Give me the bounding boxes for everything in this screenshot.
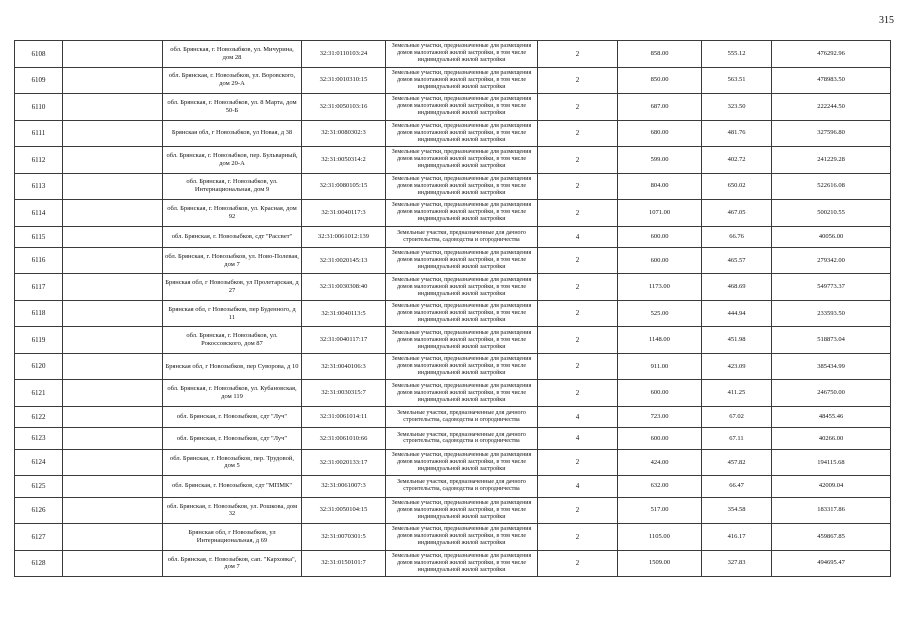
specific-value-cell: 650.02 xyxy=(702,173,772,200)
table-row xyxy=(15,120,891,147)
area-cell: 911.00 xyxy=(618,353,702,380)
blank-cell xyxy=(63,476,163,497)
category-cell: 4 xyxy=(538,428,618,449)
cadastral-number-cell: 32:31:0040117:3 xyxy=(302,200,386,227)
cadastral-value-cell: 48455.46 xyxy=(772,406,891,427)
area-cell: 525.00 xyxy=(618,300,702,327)
cadastral-number-cell: 32:31:0040113:5 xyxy=(302,300,386,327)
address-cell: обл. Брянская, г. Новозыбков, сдт "Луч" xyxy=(163,406,302,427)
cadastral-value-cell: 241229.28 xyxy=(772,147,891,174)
table-row xyxy=(15,353,891,380)
cadastral-number-cell: 32:31:0061010:66 xyxy=(302,428,386,449)
area-cell: 850.00 xyxy=(618,67,702,94)
specific-value-cell: 67.11 xyxy=(702,428,772,449)
area-cell: 632.00 xyxy=(618,476,702,497)
cadastral-number-cell: 32:31:0070301:5 xyxy=(302,524,386,551)
address-cell: обл. Брянская, г. Новозыбков, ул. Рокоссовского, дом 87 xyxy=(163,327,302,354)
specific-value-cell: 563.51 xyxy=(702,67,772,94)
cadastral-value-cell: 42009.04 xyxy=(772,476,891,497)
area-cell: 1173.00 xyxy=(618,274,702,301)
specific-value-cell: 444.94 xyxy=(702,300,772,327)
cadastral-number-cell: 32:31:0040117:17 xyxy=(302,327,386,354)
blank-cell xyxy=(63,380,163,407)
address-cell: обл. Брянская, г. Новозыбков, ул. Кубановская, дом 119 xyxy=(163,380,302,407)
specific-value-cell: 468.69 xyxy=(702,274,772,301)
row-number-cell: 6117 xyxy=(15,274,63,301)
category-cell: 2 xyxy=(538,550,618,577)
specific-value-cell: 327.83 xyxy=(702,550,772,577)
area-cell: 1148.00 xyxy=(618,327,702,354)
specific-value-cell: 411.25 xyxy=(702,380,772,407)
blank-cell xyxy=(63,226,163,247)
blank-cell xyxy=(63,428,163,449)
blank-cell xyxy=(63,353,163,380)
specific-value-cell: 467.05 xyxy=(702,200,772,227)
address-cell: Брянская обл, г Новозыбков, ул Пролетарская, д 27 xyxy=(163,274,302,301)
row-number-cell: 6125 xyxy=(15,476,63,497)
category-cell: 4 xyxy=(538,406,618,427)
category-cell: 2 xyxy=(538,120,618,147)
cadastral-value-cell: 518873.04 xyxy=(772,327,891,354)
row-number-cell: 6114 xyxy=(15,200,63,227)
table-row xyxy=(15,327,891,354)
specific-value-cell: 66.76 xyxy=(702,226,772,247)
category-cell: 2 xyxy=(538,353,618,380)
area-cell: 600.00 xyxy=(618,247,702,274)
category-cell: 2 xyxy=(538,67,618,94)
land-use-cell: Земельные участки, предназначенные для размещения домов малоэтажной жилой застройки, в том числе индивидуальной жилой застройки xyxy=(386,550,538,577)
land-use-cell: Земельные участки, предназначенные для размещения домов малоэтажной жилой застройки, в том числе индивидуальной жилой застройки xyxy=(386,120,538,147)
cadastral-value-cell: 549773.37 xyxy=(772,274,891,301)
land-use-cell: Земельные участки, предназначенные для размещения домов малоэтажной жилой застройки, в том числе индивидуальной жилой застройки xyxy=(386,147,538,174)
row-number-cell: 6124 xyxy=(15,449,63,476)
row-number-cell: 6108 xyxy=(15,41,63,68)
blank-cell xyxy=(63,300,163,327)
row-number-cell: 6115 xyxy=(15,226,63,247)
specific-value-cell: 67.02 xyxy=(702,406,772,427)
land-use-cell: Земельные участки, предназначенные для размещения домов малоэтажной жилой застройки, в том числе индивидуальной жилой застройки xyxy=(386,353,538,380)
address-cell: Брянская обл, г Новозыбков, ул Новая, д 38 xyxy=(163,120,302,147)
blank-cell xyxy=(63,67,163,94)
category-cell: 2 xyxy=(538,173,618,200)
row-number-cell: 6112 xyxy=(15,147,63,174)
specific-value-cell: 423.09 xyxy=(702,353,772,380)
land-use-cell: Земельные участки, предназначенные для размещения домов малоэтажной жилой застройки, в том числе индивидуальной жилой застройки xyxy=(386,67,538,94)
address-cell: обл. Брянская, г. Новозыбков, сдт "Рассвет" xyxy=(163,226,302,247)
row-number-cell: 6116 xyxy=(15,247,63,274)
category-cell: 2 xyxy=(538,94,618,121)
cadastral-value-cell: 385434.99 xyxy=(772,353,891,380)
row-number-cell: 6128 xyxy=(15,550,63,577)
cadastral-value-cell: 222244.50 xyxy=(772,94,891,121)
cadastral-number-cell: 32:31:0050103:16 xyxy=(302,94,386,121)
cadastral-value-cell: 40056.00 xyxy=(772,226,891,247)
table-row xyxy=(15,200,891,227)
address-cell: обл. Брянская, г. Новозыбков, сдт "МПМК" xyxy=(163,476,302,497)
category-cell: 2 xyxy=(538,449,618,476)
area-cell: 424.00 xyxy=(618,449,702,476)
address-cell: Брянская обл, г Новозыбков, пер Буденного, д 11 xyxy=(163,300,302,327)
area-cell: 599.00 xyxy=(618,147,702,174)
cadastral-number-cell: 32:31:0050104:15 xyxy=(302,497,386,524)
address-cell: обл. Брянская, г. Новозыбков, ул. Ново-Полевая, дом 7 xyxy=(163,247,302,274)
cadastral-number-cell: 32:31:0010310:15 xyxy=(302,67,386,94)
row-number-cell: 6118 xyxy=(15,300,63,327)
table-row xyxy=(15,67,891,94)
blank-cell xyxy=(63,147,163,174)
blank-cell xyxy=(63,173,163,200)
address-cell: обл. Брянская, г. Новозыбков, ул. Красная, дом 92 xyxy=(163,200,302,227)
specific-value-cell: 402.72 xyxy=(702,147,772,174)
cadastral-number-cell: 32:31:0061014:11 xyxy=(302,406,386,427)
address-cell: обл. Брянская, г. Новозыбков, ул. Мичурина, дом 28 xyxy=(163,41,302,68)
category-cell: 2 xyxy=(538,147,618,174)
blank-cell xyxy=(63,274,163,301)
cadastral-value-cell: 494695.47 xyxy=(772,550,891,577)
area-cell: 858.00 xyxy=(618,41,702,68)
specific-value-cell: 481.76 xyxy=(702,120,772,147)
table-row xyxy=(15,406,891,427)
address-cell: обл. Брянская, г. Новозыбков, ул. 8 Марта, дом 50-Б xyxy=(163,94,302,121)
blank-cell xyxy=(63,200,163,227)
blank-cell xyxy=(63,449,163,476)
land-use-cell: Земельные участки, предназначенные для размещения домов малоэтажной жилой застройки, в том числе индивидуальной жилой застройки xyxy=(386,274,538,301)
land-use-cell: Земельные участки, предназначенные для дачного строительства, садоводства и огородничества xyxy=(386,476,538,497)
table-row xyxy=(15,524,891,551)
cadastral-value-cell: 500210.55 xyxy=(772,200,891,227)
row-number-cell: 6111 xyxy=(15,120,63,147)
blank-cell xyxy=(63,247,163,274)
row-number-cell: 6123 xyxy=(15,428,63,449)
category-cell: 2 xyxy=(538,274,618,301)
specific-value-cell: 451.98 xyxy=(702,327,772,354)
specific-value-cell: 354.58 xyxy=(702,497,772,524)
blank-cell xyxy=(63,41,163,68)
cadastral-value-cell: 476292.96 xyxy=(772,41,891,68)
land-use-cell: Земельные участки, предназначенные для размещения домов малоэтажной жилой застройки, в том числе индивидуальной жилой застройки xyxy=(386,380,538,407)
address-cell: обл. Брянская, г. Новозыбков, ул. Рошкова, дом 32 xyxy=(163,497,302,524)
area-cell: 600.00 xyxy=(618,380,702,407)
land-use-cell: Земельные участки, предназначенные для размещения домов малоэтажной жилой застройки, в том числе индивидуальной жилой застройки xyxy=(386,497,538,524)
table-row xyxy=(15,226,891,247)
area-cell: 600.00 xyxy=(618,226,702,247)
land-use-cell: Земельные участки, предназначенные для размещения домов малоэтажной жилой застройки, в том числе индивидуальной жилой застройки xyxy=(386,327,538,354)
cadastral-value-cell: 279342.00 xyxy=(772,247,891,274)
cadastral-number-cell: 32:31:0061007:3 xyxy=(302,476,386,497)
land-use-cell: Земельные участки, предназначенные для размещения домов малоэтажной жилой застройки, в том числе индивидуальной жилой застройки xyxy=(386,524,538,551)
land-use-cell: Земельные участки, предназначенные для размещения домов малоэтажной жилой застройки, в том числе индивидуальной жилой застройки xyxy=(386,41,538,68)
land-use-cell: Земельные участки, предназначенные для размещения домов малоэтажной жилой застройки, в том числе индивидуальной жилой застройки xyxy=(386,247,538,274)
row-number-cell: 6113 xyxy=(15,173,63,200)
area-cell: 723.00 xyxy=(618,406,702,427)
address-cell: обл. Брянская, г. Новозыбков, ул. Интернациональная, дом 9 xyxy=(163,173,302,200)
cadastral-value-cell: 522616.08 xyxy=(772,173,891,200)
row-number-cell: 6127 xyxy=(15,524,63,551)
blank-cell xyxy=(63,406,163,427)
row-number-cell: 6122 xyxy=(15,406,63,427)
category-cell: 2 xyxy=(538,200,618,227)
category-cell: 4 xyxy=(538,226,618,247)
area-cell: 1071.00 xyxy=(618,200,702,227)
category-cell: 2 xyxy=(538,41,618,68)
address-cell: обл. Брянская, г. Новозыбков, ул. Воровского, дом 29-А xyxy=(163,67,302,94)
cadastral-number-cell: 32:31:0030315:7 xyxy=(302,380,386,407)
row-number-cell: 6109 xyxy=(15,67,63,94)
table-row xyxy=(15,274,891,301)
area-cell: 1509.00 xyxy=(618,550,702,577)
specific-value-cell: 416.17 xyxy=(702,524,772,551)
row-number-cell: 6119 xyxy=(15,327,63,354)
row-number-cell: 6110 xyxy=(15,94,63,121)
cadastral-value-cell: 233593.50 xyxy=(772,300,891,327)
blank-cell xyxy=(63,497,163,524)
cadastral-number-cell: 32:31:0020133:17 xyxy=(302,449,386,476)
blank-cell xyxy=(63,524,163,551)
cadastral-value-cell: 194115.68 xyxy=(772,449,891,476)
blank-cell xyxy=(63,94,163,121)
land-use-cell: Земельные участки, предназначенные для размещения домов малоэтажной жилой застройки, в том числе индивидуальной жилой застройки xyxy=(386,200,538,227)
cadastral-value-cell: 183317.86 xyxy=(772,497,891,524)
land-use-cell: Земельные участки, предназначенные для размещения домов малоэтажной жилой застройки, в том числе индивидуальной жилой застройки xyxy=(386,300,538,327)
cadastral-number-cell: 32:31:0050314:2 xyxy=(302,147,386,174)
specific-value-cell: 465.57 xyxy=(702,247,772,274)
table-row xyxy=(15,428,891,449)
cadastral-number-cell: 32:31:0020145:13 xyxy=(302,247,386,274)
specific-value-cell: 66.47 xyxy=(702,476,772,497)
area-cell: 517.00 xyxy=(618,497,702,524)
specific-value-cell: 323.50 xyxy=(702,94,772,121)
area-cell: 600.00 xyxy=(618,428,702,449)
cadastral-number-cell: 32:31:0080302:3 xyxy=(302,120,386,147)
table-row xyxy=(15,497,891,524)
area-cell: 804.00 xyxy=(618,173,702,200)
area-cell: 1105.00 xyxy=(618,524,702,551)
table-row xyxy=(15,380,891,407)
category-cell: 2 xyxy=(538,380,618,407)
cadastral-number-cell: 32:31:0040106:3 xyxy=(302,353,386,380)
category-cell: 2 xyxy=(538,497,618,524)
address-cell: обл. Брянская, г. Новозыбков, пер. Трудовой, дом 5 xyxy=(163,449,302,476)
area-cell: 687.00 xyxy=(618,94,702,121)
row-number-cell: 6126 xyxy=(15,497,63,524)
land-use-cell: Земельные участки, предназначенные для дачного строительства, садоводства и огородничества xyxy=(386,226,538,247)
table-row xyxy=(15,173,891,200)
land-use-cell: Земельные участки, предназначенные для размещения домов малоэтажной жилой застройки, в том числе индивидуальной жилой застройки xyxy=(386,449,538,476)
land-use-cell: Земельные участки, предназначенные для дачного строительства, садоводства и огородничества xyxy=(386,428,538,449)
category-cell: 2 xyxy=(538,524,618,551)
address-cell: Брянская обл, г Новозыбков, ул Интернациональная, д 69 xyxy=(163,524,302,551)
category-cell: 2 xyxy=(538,327,618,354)
table-row xyxy=(15,476,891,497)
cadastral-value-cell: 246750.00 xyxy=(772,380,891,407)
cadastral-value-cell: 459867.85 xyxy=(772,524,891,551)
row-number-cell: 6120 xyxy=(15,353,63,380)
table-row xyxy=(15,147,891,174)
cadastral-number-cell: 32:31:0061012:139 xyxy=(302,226,386,247)
blank-cell xyxy=(63,327,163,354)
cadastral-number-cell: 32:31:0110103:24 xyxy=(302,41,386,68)
cadastral-number-cell: 32:31:0030308:40 xyxy=(302,274,386,301)
table-row xyxy=(15,247,891,274)
page-number: 315 xyxy=(879,15,894,26)
table-row xyxy=(15,94,891,121)
address-cell: обл. Брянская, г. Новозыбков, пер. Бульварный, дом 20-А xyxy=(163,147,302,174)
cadastral-value-cell: 478983.50 xyxy=(772,67,891,94)
table-row xyxy=(15,550,891,577)
cadastral-number-cell: 32:31:0080105:15 xyxy=(302,173,386,200)
area-cell: 680.00 xyxy=(618,120,702,147)
cadastral-value-cell: 40266.00 xyxy=(772,428,891,449)
land-use-cell: Земельные участки, предназначенные для дачного строительства, садоводства и огородничества xyxy=(386,406,538,427)
blank-cell xyxy=(63,550,163,577)
table-row xyxy=(15,300,891,327)
table-row xyxy=(15,449,891,476)
blank-cell xyxy=(63,120,163,147)
address-cell: обл. Брянская, г. Новозыбков, сап. "Карховка", дом 7 xyxy=(163,550,302,577)
row-number-cell: 6121 xyxy=(15,380,63,407)
specific-value-cell: 555.12 xyxy=(702,41,772,68)
category-cell: 2 xyxy=(538,247,618,274)
cadastral-value-cell: 327596.80 xyxy=(772,120,891,147)
land-use-cell: Земельные участки, предназначенные для размещения домов малоэтажной жилой застройки, в том числе индивидуальной жилой застройки xyxy=(386,94,538,121)
cadastral-value-table xyxy=(14,40,891,577)
category-cell: 4 xyxy=(538,476,618,497)
address-cell: обл. Брянская, г. Новозыбков, сдт "Луч" xyxy=(163,428,302,449)
category-cell: 2 xyxy=(538,300,618,327)
cadastral-number-cell: 32:31:0150101:7 xyxy=(302,550,386,577)
specific-value-cell: 457.82 xyxy=(702,449,772,476)
table-row xyxy=(15,41,891,68)
address-cell: Брянская обл, г Новозыбков, пер Суворова, д 10 xyxy=(163,353,302,380)
land-use-cell: Земельные участки, предназначенные для размещения домов малоэтажной жилой застройки, в том числе индивидуальной жилой застройки xyxy=(386,173,538,200)
